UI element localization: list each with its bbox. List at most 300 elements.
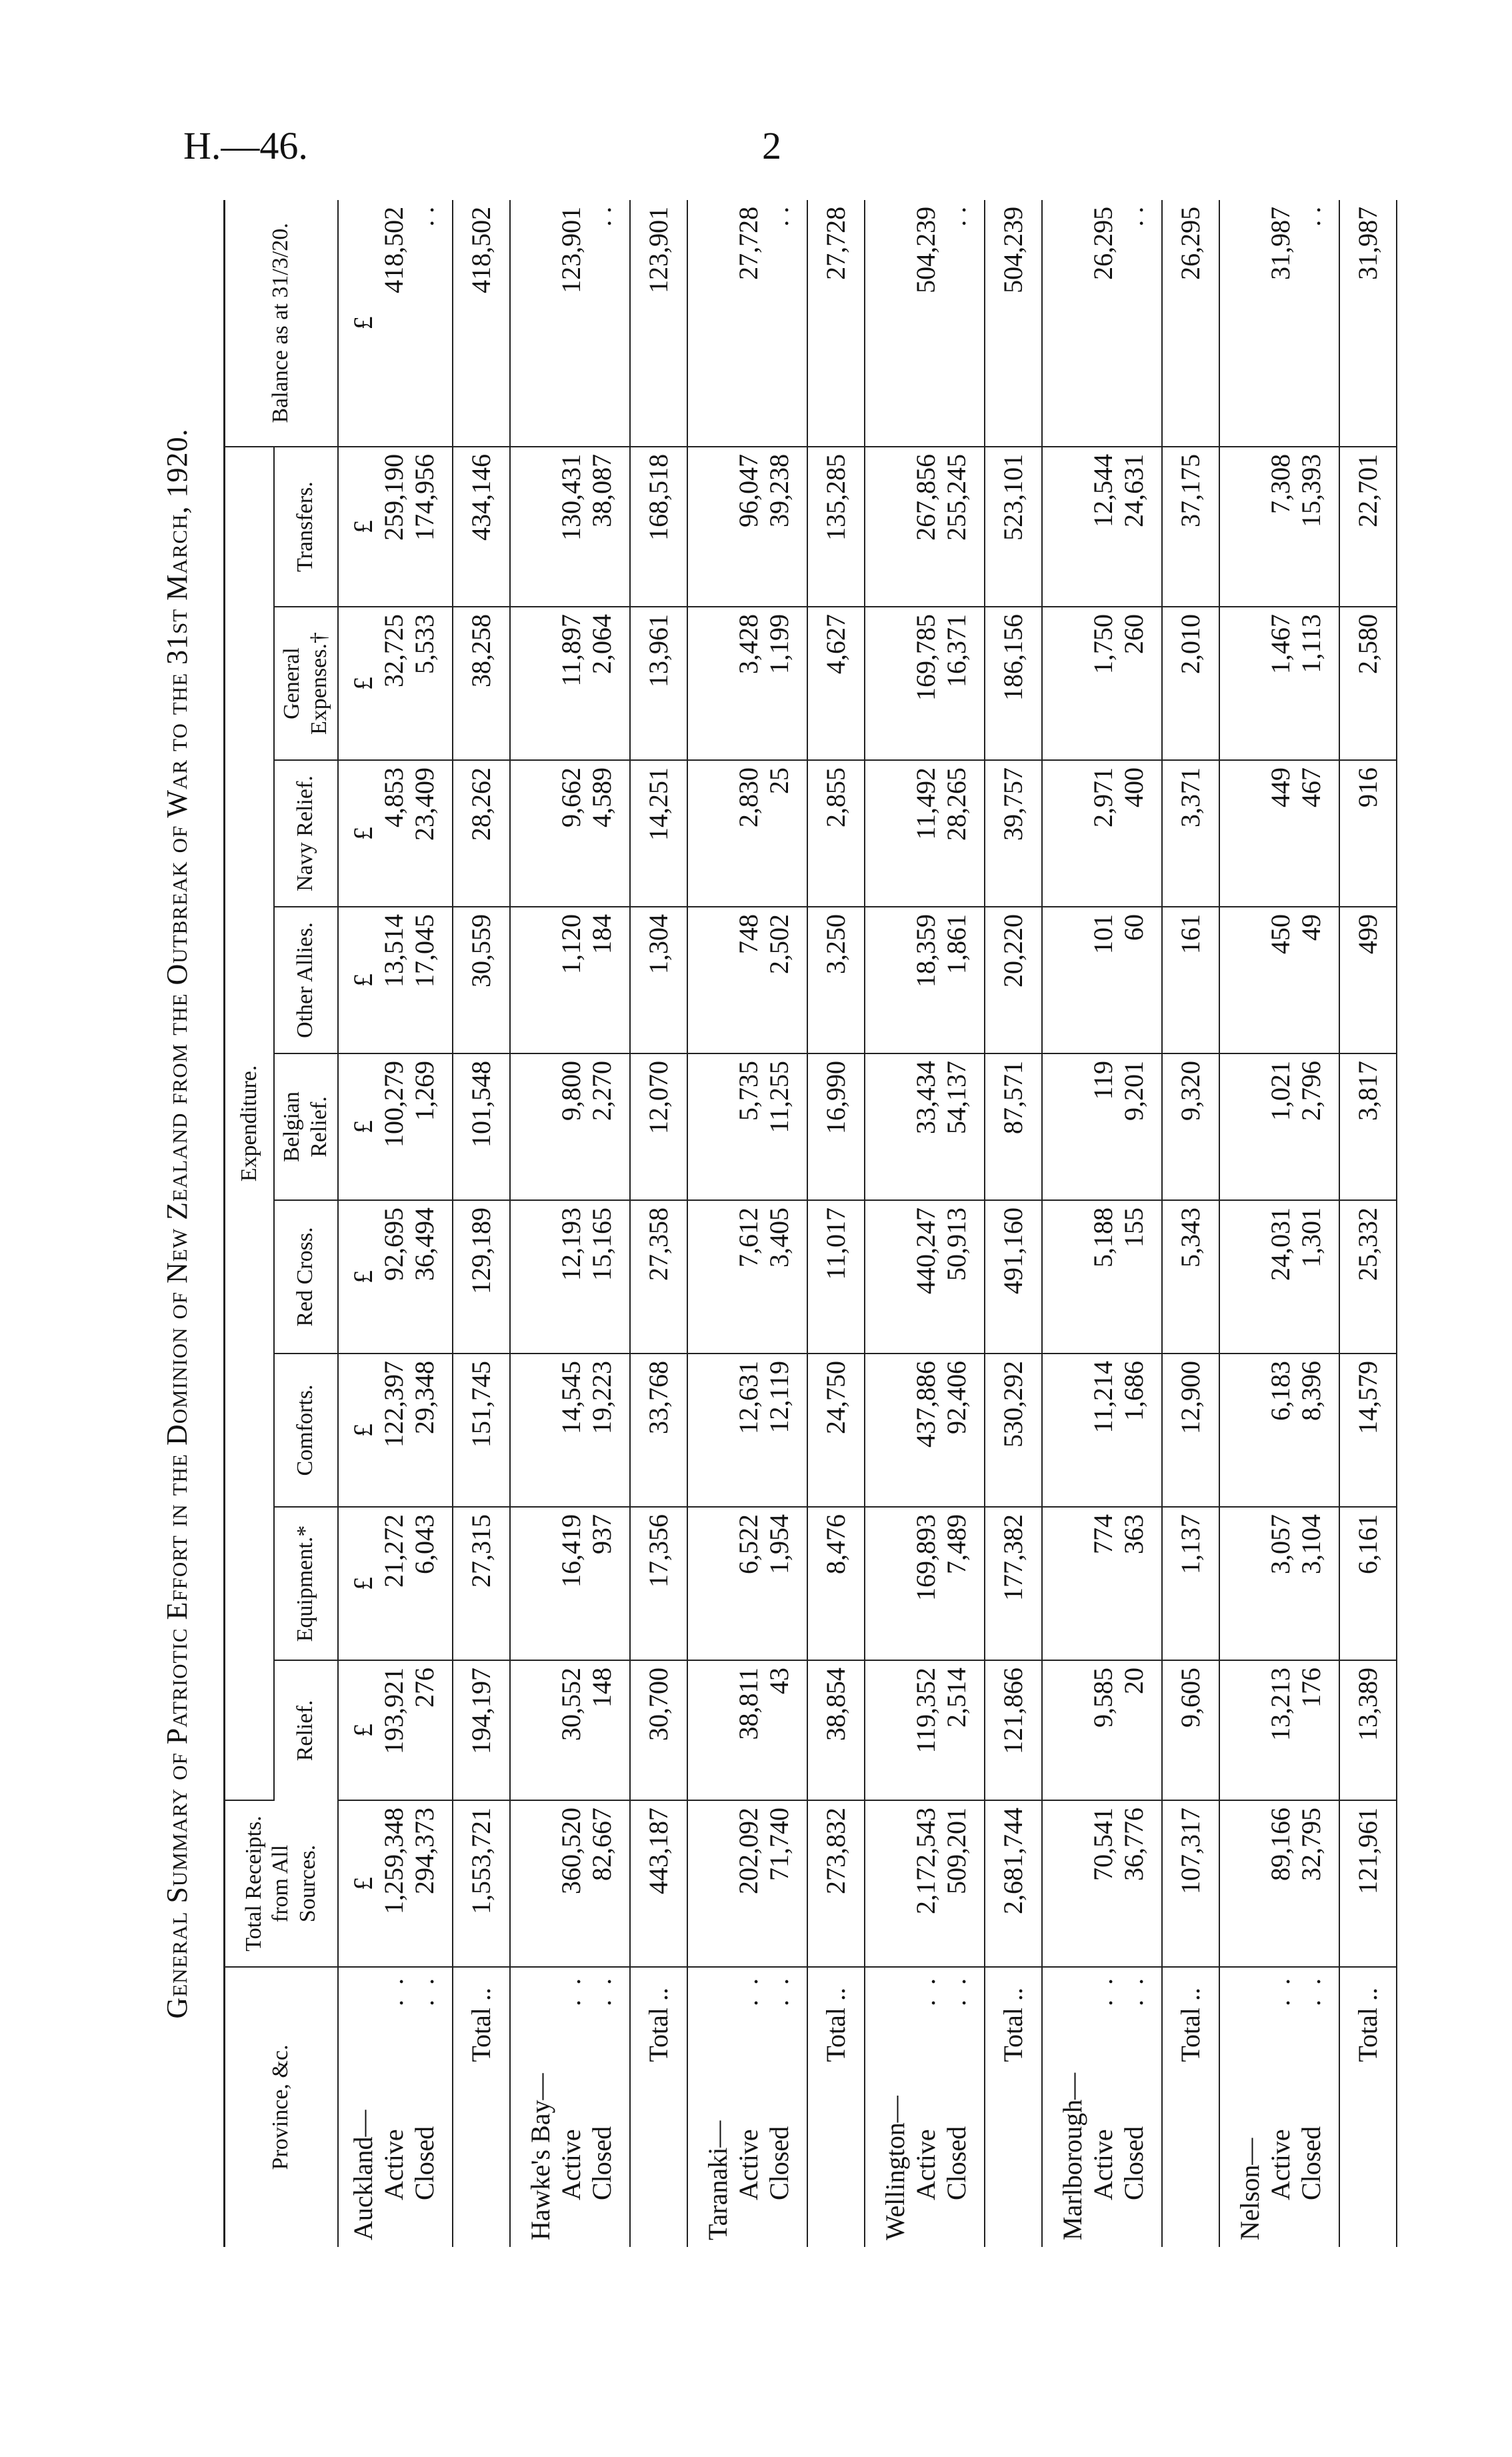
active-value: 12,631: [733, 1361, 763, 1434]
province-active-label: Active . .: [378, 1974, 409, 2200]
value-cell: [338, 1660, 453, 1800]
active-value: 450: [1265, 914, 1295, 954]
closed-value: 5,533: [409, 614, 439, 674]
document-code: H.—46.: [183, 124, 308, 167]
active-value: 9,800: [555, 1061, 586, 1121]
value-cell: [1219, 907, 1339, 1053]
closed-value: 294,373: [409, 1808, 439, 1894]
closed-value: 38,087: [586, 453, 617, 527]
total-label: Total ..: [1162, 1967, 1219, 2247]
rotated-table-page: [160, 200, 1383, 2247]
table-row: [865, 200, 985, 2247]
active-value: 5,188: [1087, 1207, 1118, 1268]
value-cell: [1219, 760, 1339, 907]
total-value: 16,990: [807, 1053, 865, 1200]
col-province: Province, &c.: [225, 1967, 338, 2247]
closed-value: 29,348: [409, 1361, 439, 1434]
province-closed-label: Closed . .: [586, 1974, 617, 2200]
active-value: 418,502: [378, 206, 409, 293]
active-value: 449: [1265, 767, 1295, 807]
value-cell: [687, 607, 807, 760]
active-value: 96,047: [733, 453, 763, 527]
table-row: [1042, 200, 1162, 2247]
province-name: Nelson—: [1234, 2138, 1265, 2240]
total-value: 121,961: [1339, 1800, 1397, 1967]
pound-sign: £: [347, 827, 378, 840]
active-value: 1,750: [1087, 614, 1118, 674]
total-value: 25,332: [1339, 1200, 1397, 1354]
total-value: 273,832: [807, 1800, 865, 1967]
closed-value: 82,667: [586, 1808, 617, 1881]
active-value: 3,428: [733, 614, 763, 674]
col-relief: Relief.: [274, 1660, 338, 1800]
province-name: Taranaki—: [702, 2120, 733, 2240]
col-equipment: Equipment.*: [274, 1507, 338, 1660]
closed-value: . .: [1118, 206, 1149, 227]
closed-value: 3,405: [763, 1207, 794, 1268]
total-value: 12,070: [630, 1053, 687, 1200]
closed-value: 276: [409, 1668, 439, 1708]
active-value: 7,612: [733, 1207, 763, 1268]
closed-value: 43: [763, 1668, 794, 1694]
value-cell: [1042, 1507, 1162, 1660]
pound-sign: £: [347, 316, 378, 330]
total-label: Total ..: [807, 1967, 865, 2247]
closed-value: 176: [1295, 1668, 1326, 1708]
closed-value: 20: [1118, 1668, 1149, 1694]
province-closed-label: Closed . .: [1118, 1974, 1149, 2200]
total-value: 33,768: [630, 1354, 687, 1507]
pound-sign: £: [347, 1724, 378, 1737]
col-group-expenditure: Expenditure.: [225, 447, 275, 1800]
value-cell: [865, 447, 985, 607]
total-value: 30,559: [453, 907, 510, 1053]
closed-value: 509,201: [941, 1808, 971, 1894]
active-value: 27,728: [733, 206, 763, 280]
province-name: Hawke's Bay—: [525, 2073, 555, 2240]
active-value: 21,272: [378, 1514, 409, 1588]
total-value: 14,251: [630, 760, 687, 907]
pound-sign: £: [347, 1120, 378, 1133]
closed-value: 1,113: [1295, 614, 1326, 673]
active-value: 101: [1087, 914, 1118, 954]
value-cell: [1219, 1660, 1339, 1800]
value-cell: [865, 760, 985, 907]
closed-value: 2,270: [586, 1061, 617, 1121]
closed-value: 1,954: [763, 1514, 794, 1574]
province-cell: [1042, 1967, 1162, 2247]
value-cell: [510, 1053, 630, 1200]
value-cell: [687, 1800, 807, 1967]
total-value: 504,239: [985, 200, 1042, 447]
col-comforts: Comforts.: [274, 1354, 338, 1507]
total-value: 17,356: [630, 1507, 687, 1660]
active-value: 122,397: [378, 1361, 409, 1448]
total-row: [453, 200, 510, 2247]
province-name: Wellington—: [879, 2096, 910, 2240]
active-value: 11,897: [555, 614, 586, 687]
value-cell: [865, 1053, 985, 1200]
value-cell: [865, 1660, 985, 1800]
value-cell: [687, 447, 807, 607]
pound-sign: £: [347, 1877, 378, 1890]
total-value: 4,627: [807, 607, 865, 760]
active-value: 1,467: [1265, 614, 1295, 674]
closed-value: 12,119: [763, 1361, 794, 1434]
province-name: Auckland—: [347, 2110, 378, 2240]
total-value: 168,518: [630, 447, 687, 607]
value-cell: [1042, 1354, 1162, 1507]
closed-value: 1,686: [1118, 1361, 1149, 1421]
closed-value: 363: [1118, 1514, 1149, 1554]
col-general-expenses: General Expenses.†: [274, 607, 338, 760]
value-cell: [1219, 1800, 1339, 1967]
total-value: 28,262: [453, 760, 510, 907]
province-active-label: Active . .: [1087, 1974, 1118, 2200]
value-cell: [510, 1200, 630, 1354]
pound-sign: £: [347, 519, 378, 533]
value-cell: [510, 1660, 630, 1800]
active-value: 130,431: [555, 453, 586, 541]
value-cell: [687, 760, 807, 907]
table-row: [338, 200, 453, 2247]
closed-value: 11,255: [763, 1061, 794, 1133]
value-cell: [1042, 1200, 1162, 1354]
table-row: [1219, 200, 1339, 2247]
closed-value: 92,406: [941, 1361, 971, 1434]
total-value: 499: [1339, 907, 1397, 1053]
closed-value: 25: [763, 767, 794, 794]
total-value: 5,343: [1162, 1200, 1219, 1354]
closed-value: 54,137: [941, 1061, 971, 1134]
active-value: 1,120: [555, 914, 586, 974]
value-cell: [1219, 1507, 1339, 1660]
province-closed-label: Closed . .: [1295, 1974, 1326, 2200]
active-value: 6,522: [733, 1514, 763, 1574]
active-value: 2,172,543: [910, 1808, 941, 1914]
value-cell: [687, 1660, 807, 1800]
closed-value: . .: [941, 206, 971, 227]
total-value: 177,382: [985, 1507, 1042, 1660]
closed-value: 60: [1118, 914, 1149, 941]
closed-value: 24,631: [1118, 453, 1149, 527]
value-cell: [687, 1354, 807, 1507]
value-cell: [865, 907, 985, 1053]
closed-value: 2,502: [763, 914, 794, 974]
total-value: 38,258: [453, 607, 510, 760]
total-value: 30,700: [630, 1660, 687, 1800]
active-value: 504,239: [910, 206, 941, 293]
closed-value: 1,269: [409, 1061, 439, 1121]
total-value: 418,502: [453, 200, 510, 447]
active-value: 360,520: [555, 1808, 586, 1894]
closed-value: 8,396: [1295, 1361, 1326, 1421]
closed-value: 2,796: [1295, 1061, 1326, 1121]
active-value: 9,662: [555, 767, 586, 827]
total-value: 37,175: [1162, 447, 1219, 607]
value-cell: [338, 1800, 453, 1967]
province-closed-label: Closed . .: [763, 1974, 794, 2200]
value-cell: [338, 447, 453, 607]
value-cell: [510, 1354, 630, 1507]
closed-value: 28,265: [941, 767, 971, 841]
total-value: 9,605: [1162, 1660, 1219, 1800]
active-value: 24,031: [1265, 1207, 1295, 1281]
closed-value: 36,776: [1118, 1808, 1149, 1881]
active-value: 38,811: [733, 1668, 763, 1740]
active-value: 193,921: [378, 1668, 409, 1754]
total-value: 12,900: [1162, 1354, 1219, 1507]
table-title: General Summary of Patriotic Effort in the Dominion of New Zealand from the Outbreak of War to the 31st March, 1920.: [161, 428, 193, 2019]
value-cell: [865, 1354, 985, 1507]
active-value: 123,901: [555, 206, 586, 293]
total-row: [630, 200, 687, 2247]
active-value: 7,308: [1265, 453, 1295, 514]
province-closed-label: Closed . .: [941, 1974, 971, 2200]
active-value: 9,585: [1087, 1668, 1118, 1728]
value-cell: [338, 200, 453, 447]
value-cell: [338, 1507, 453, 1660]
total-value: 26,295: [1162, 200, 1219, 447]
closed-value: . .: [586, 206, 617, 227]
province-cell: [1219, 1967, 1339, 2247]
active-value: 92,695: [378, 1207, 409, 1281]
closed-value: 148: [586, 1668, 617, 1708]
total-value: 101,548: [453, 1053, 510, 1200]
value-cell: [1042, 1053, 1162, 1200]
closed-value: 174,956: [409, 453, 439, 541]
total-value: 161: [1162, 907, 1219, 1053]
closed-value: 17,045: [409, 914, 439, 987]
value-cell: [1219, 1053, 1339, 1200]
value-cell: [510, 200, 630, 447]
active-value: 4,853: [378, 767, 409, 827]
total-value: 443,187: [630, 1800, 687, 1967]
closed-value: 6,043: [409, 1514, 439, 1574]
total-row: [1162, 200, 1219, 2247]
value-cell: [1042, 447, 1162, 607]
active-value: 31,987: [1265, 206, 1295, 280]
active-value: 202,092: [733, 1808, 763, 1894]
active-value: 2,971: [1087, 767, 1118, 827]
total-value: 2,580: [1339, 607, 1397, 760]
total-value: 87,571: [985, 1053, 1042, 1200]
closed-value: 2,514: [941, 1668, 971, 1728]
col-other-allies: Other Allies.: [274, 907, 338, 1053]
value-cell: [510, 760, 630, 907]
active-value: 2,830: [733, 767, 763, 827]
province-name: Marlborough—: [1057, 2072, 1087, 2240]
active-value: 774: [1087, 1514, 1118, 1554]
total-value: 194,197: [453, 1660, 510, 1800]
pound-sign: £: [347, 1424, 378, 1437]
closed-value: 1,861: [941, 914, 971, 974]
closed-value: 49: [1295, 914, 1326, 941]
total-value: 523,101: [985, 447, 1042, 607]
total-value: 107,317: [1162, 1800, 1219, 1967]
total-value: 13,961: [630, 607, 687, 760]
pound-sign: £: [347, 677, 378, 690]
active-value: 26,295: [1087, 206, 1118, 280]
active-value: 16,419: [555, 1514, 586, 1588]
value-cell: [510, 907, 630, 1053]
total-value: 123,901: [630, 200, 687, 447]
province-cell: [510, 1967, 630, 2247]
active-value: 32,725: [378, 614, 409, 687]
closed-value: 4,589: [586, 767, 617, 827]
col-red-cross: Red Cross.: [274, 1200, 338, 1354]
total-value: 39,757: [985, 760, 1042, 907]
closed-value: 50,913: [941, 1207, 971, 1281]
active-value: 70,541: [1087, 1808, 1118, 1881]
active-value: 5,735: [733, 1061, 763, 1121]
province-cell: [687, 1967, 807, 2247]
total-value: 24,750: [807, 1354, 865, 1507]
total-value: 11,017: [807, 1200, 865, 1354]
total-value: 916: [1339, 760, 1397, 907]
col-navy-relief: Navy Relief.: [274, 760, 338, 907]
active-value: 13,213: [1265, 1668, 1295, 1741]
value-cell: [338, 760, 453, 907]
value-cell: [510, 607, 630, 760]
total-value: 121,866: [985, 1660, 1042, 1800]
active-value: 12,544: [1087, 453, 1118, 527]
total-value: 186,156: [985, 607, 1042, 760]
active-value: 3,057: [1265, 1514, 1295, 1574]
total-label: Total ..: [985, 1967, 1042, 2247]
value-cell: [510, 1800, 630, 1967]
total-value: 13,389: [1339, 1660, 1397, 1800]
total-value: 129,189: [453, 1200, 510, 1354]
value-cell: [865, 200, 985, 447]
closed-value: 32,795: [1295, 1808, 1326, 1881]
value-cell: [338, 1200, 453, 1354]
col-transfers: Transfers.: [274, 447, 338, 607]
total-value: 530,292: [985, 1354, 1042, 1507]
province-active-label: Active . .: [555, 1974, 586, 2200]
pound-sign: £: [347, 1270, 378, 1284]
total-value: 3,250: [807, 907, 865, 1053]
closed-value: 400: [1118, 767, 1149, 807]
total-value: 434,146: [453, 447, 510, 607]
total-value: 151,745: [453, 1354, 510, 1507]
value-cell: [865, 1200, 985, 1354]
closed-value: 184: [586, 914, 617, 954]
pound-sign: £: [347, 1577, 378, 1590]
active-value: 13,514: [378, 914, 409, 987]
closed-value: 467: [1295, 767, 1326, 807]
active-value: 440,247: [910, 1207, 941, 1294]
province-active-label: Active . .: [910, 1974, 941, 2200]
closed-value: 23,409: [409, 767, 439, 841]
active-value: 119,352: [910, 1668, 941, 1754]
total-value: 9,320: [1162, 1053, 1219, 1200]
active-value: 1,021: [1265, 1061, 1295, 1121]
closed-value: 7,489: [941, 1514, 971, 1574]
total-row: [807, 200, 865, 2247]
value-cell: [865, 1800, 985, 1967]
active-value: 119: [1087, 1061, 1118, 1100]
value-cell: [1042, 607, 1162, 760]
total-value: 1,137: [1162, 1507, 1219, 1660]
table-row: [510, 200, 630, 2247]
col-belgian-relief: Belgian Relief.: [274, 1053, 338, 1200]
closed-value: 260: [1118, 614, 1149, 654]
pound-sign: £: [347, 973, 378, 987]
closed-value: 1,199: [763, 614, 794, 674]
value-cell: [338, 607, 453, 760]
value-cell: [1219, 447, 1339, 607]
closed-value: 3,104: [1295, 1514, 1326, 1574]
value-cell: [865, 1507, 985, 1660]
total-value: 3,371: [1162, 760, 1219, 907]
col-balance: Balance as at 31/3/20.: [225, 200, 338, 447]
closed-value: 2,064: [586, 614, 617, 674]
value-cell: [687, 1200, 807, 1354]
total-value: 2,681,744: [985, 1800, 1042, 1967]
total-value: 1,553,721: [453, 1800, 510, 1967]
value-cell: [338, 907, 453, 1053]
active-value: 11,214: [1087, 1361, 1118, 1434]
value-cell: [865, 607, 985, 760]
total-value: 2,855: [807, 760, 865, 907]
total-value: 27,315: [453, 1507, 510, 1660]
closed-value: 9,201: [1118, 1061, 1149, 1121]
province-closed-label: Closed . .: [409, 1974, 439, 2200]
province-active-label: Active . .: [1265, 1974, 1295, 2200]
active-value: 267,856: [910, 453, 941, 541]
value-cell: [1042, 760, 1162, 907]
col-receipts: Total Receipts. from All Sources.: [225, 1800, 338, 1967]
closed-value: 255,245: [941, 453, 971, 541]
closed-value: . .: [1295, 206, 1326, 227]
active-value: 169,893: [910, 1514, 941, 1601]
closed-value: 155: [1118, 1207, 1149, 1248]
province-cell: [338, 1967, 453, 2247]
total-value: 2,010: [1162, 607, 1219, 760]
total-value: 6,161: [1339, 1507, 1397, 1660]
closed-value: . .: [763, 206, 794, 227]
active-value: 33,434: [910, 1061, 941, 1134]
active-value: 259,190: [378, 453, 409, 541]
value-cell: [1219, 1354, 1339, 1507]
value-cell: [1219, 607, 1339, 760]
total-label: Total ..: [453, 1967, 510, 2247]
value-cell: [687, 907, 807, 1053]
total-value: 22,701: [1339, 447, 1397, 607]
total-value: 20,220: [985, 907, 1042, 1053]
total-value: 3,817: [1339, 1053, 1397, 1200]
table-row: [687, 200, 807, 2247]
province-active-label: Active . .: [733, 1974, 763, 2200]
page-number: 2: [762, 124, 781, 167]
active-value: 14,545: [555, 1361, 586, 1434]
total-value: 1,304: [630, 907, 687, 1053]
total-value: 491,160: [985, 1200, 1042, 1354]
closed-value: 71,740: [763, 1808, 794, 1881]
value-cell: [687, 200, 807, 447]
active-value: 1,259,348: [378, 1808, 409, 1914]
value-cell: [338, 1053, 453, 1200]
active-value: 12,193: [555, 1207, 586, 1281]
total-label: Total ..: [1339, 1967, 1397, 2247]
value-cell: [687, 1507, 807, 1660]
closed-value: 36,494: [409, 1207, 439, 1281]
closed-value: 937: [586, 1514, 617, 1554]
value-cell: [510, 447, 630, 607]
active-value: 18,359: [910, 914, 941, 987]
value-cell: [1219, 1200, 1339, 1354]
